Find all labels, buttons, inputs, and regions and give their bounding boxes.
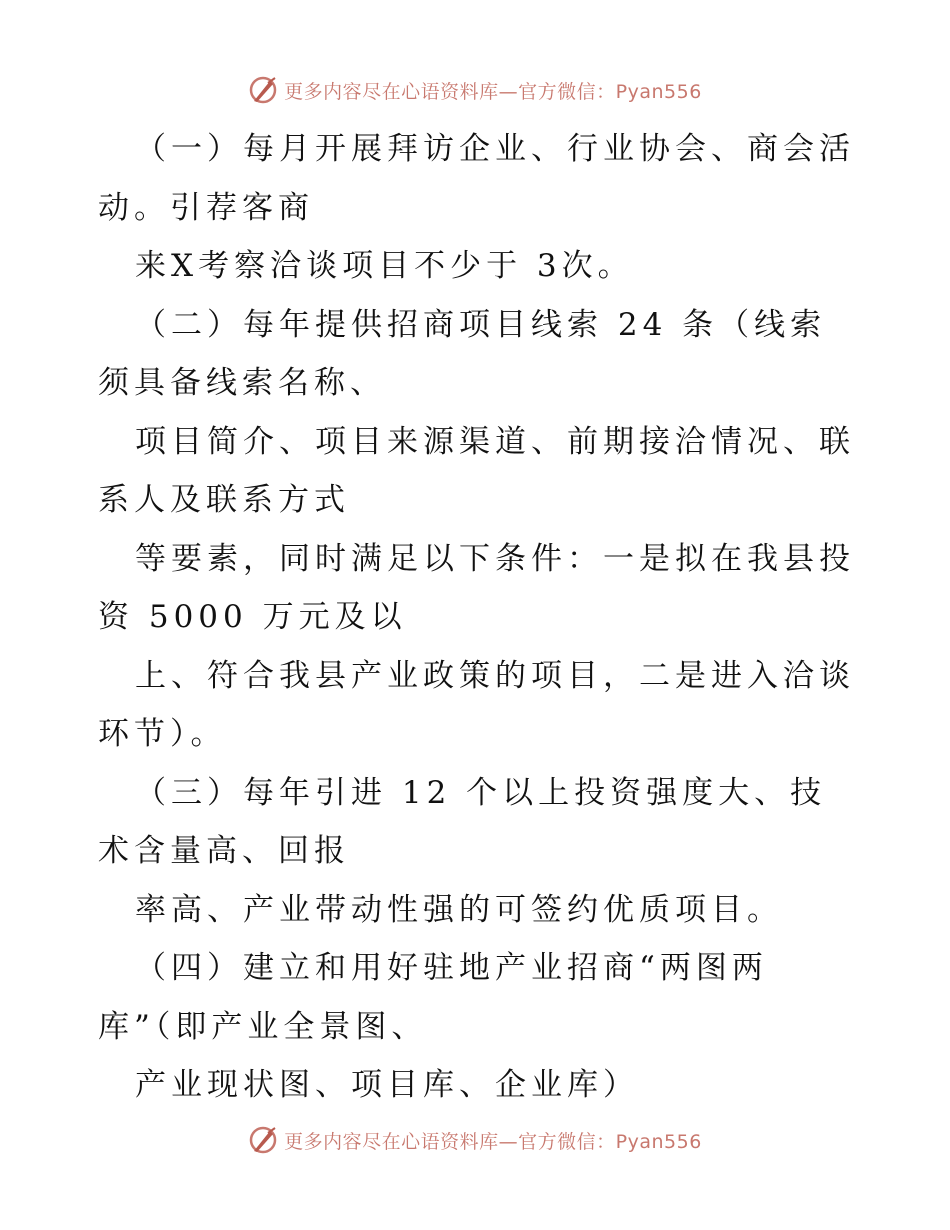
watermark-text: 更多内容尽在心语资料库—官方微信：Pyan556 — [284, 1130, 702, 1153]
watermark-text: 更多内容尽在心语资料库—官方微信：Pyan556 — [284, 80, 702, 103]
paragraph: 等要素，同时满足以下条件：一是拟在我县投资 5000 万元及以 — [98, 540, 855, 635]
paragraph: （四）建立和用好驻地产业招商“两图两库”（即产业全景图、 — [98, 950, 768, 1045]
footer-watermark — [0, 1120, 950, 1160]
paragraph: 上、符合我县产业政策的项目，二是进入洽谈环节）。 — [98, 657, 855, 752]
document-body — [98, 120, 858, 1115]
paragraph: （二）每年提供招商项目线索 24 条（线索须具备线索名称、 — [98, 306, 827, 401]
quill-logo-icon — [248, 75, 278, 105]
paragraph: 率高、产业带动性强的可签约优质项目。 — [135, 891, 783, 928]
paragraph: （一）每月开展拜访企业、行业协会、商会活动。引荐客商 — [98, 131, 855, 226]
quill-logo-icon — [248, 1125, 278, 1155]
header-watermark — [0, 70, 950, 110]
paragraph: 来X考察洽谈项目不少于 3次。 — [135, 248, 634, 284]
paragraph: 产业现状图、项目库、企业库） — [135, 1067, 639, 1103]
paragraph: （三）每年引进 12 个以上投资强度大、技术含量高、回报 — [98, 774, 827, 869]
paragraph: 项目简介、项目来源渠道、前期接洽情况、联系人及联系方式 — [98, 423, 855, 518]
